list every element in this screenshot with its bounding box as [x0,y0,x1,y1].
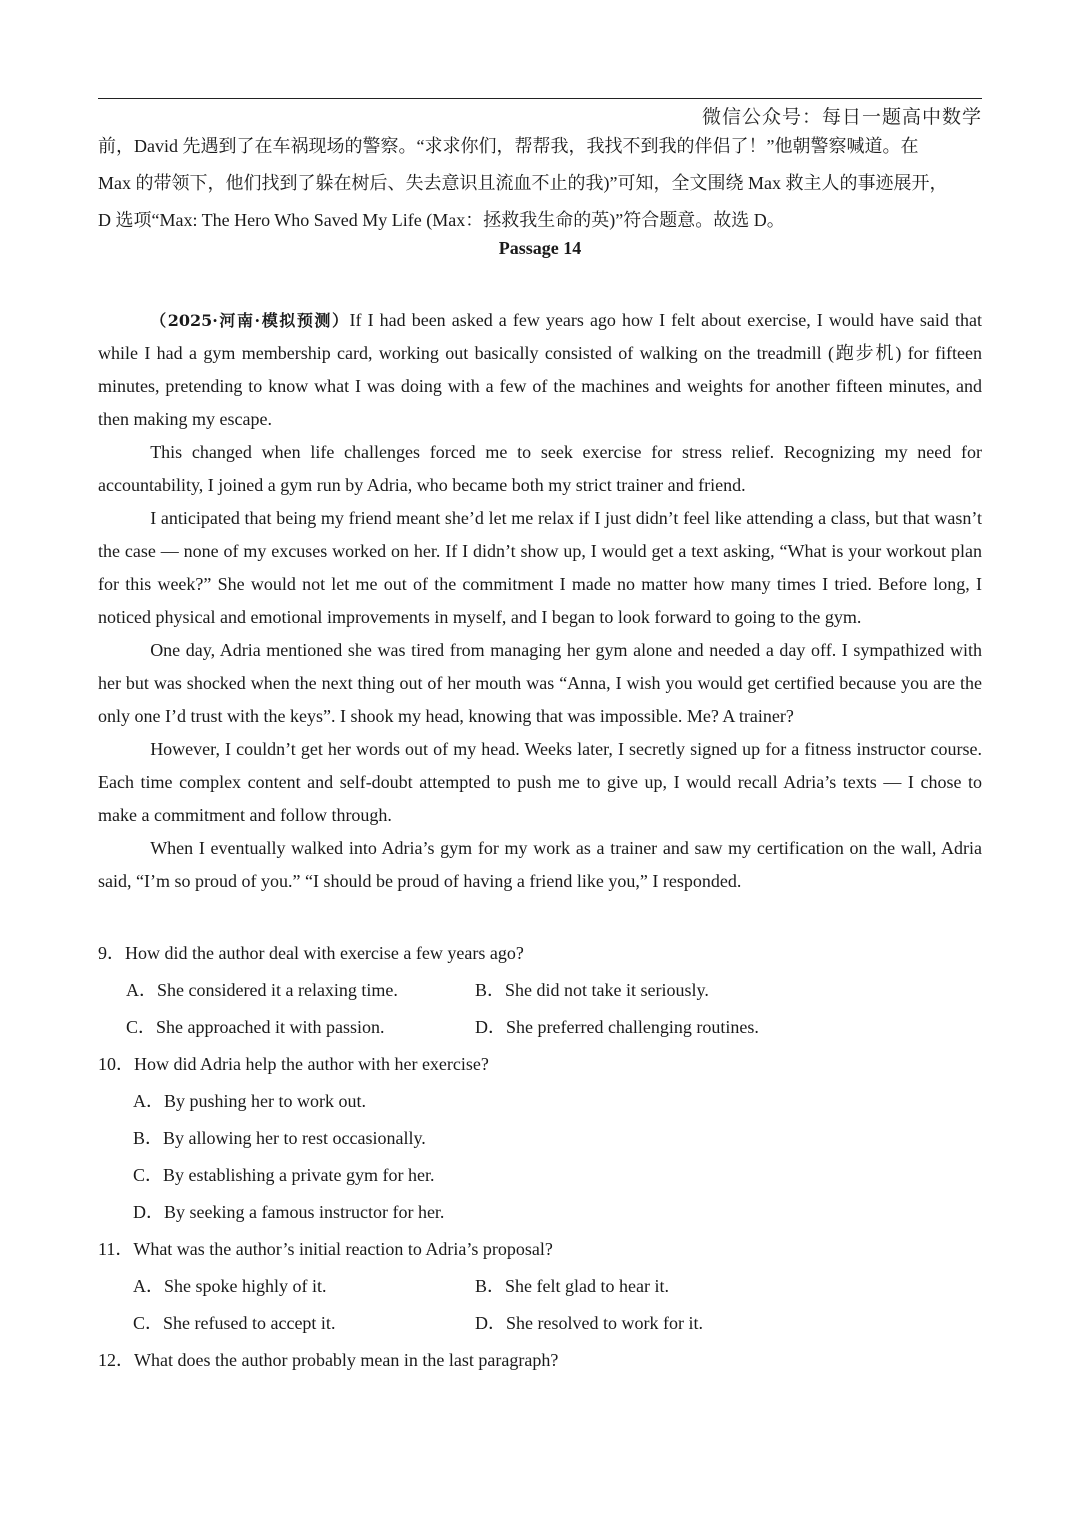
question-10-option-row [98,1123,982,1160]
question-10-option-row [98,1160,982,1197]
question-10-option-d: D．By seeking a famous instructor for her. [133,1202,445,1222]
questions-section [98,938,982,1382]
question-10-option-a: A．By pushing her to work out. [133,1091,366,1111]
question-10-stem: 10．How did Adria help the author with her exercise? [98,1054,489,1074]
question-10-option-row [98,1086,982,1123]
question-11-option-c: C．She refused to accept it. [133,1313,336,1333]
continuation-line: Max 的带领下，他们找到了躲在树后、失去意识且流血不止的我)”可知，全文围绕 Max 救主人的事迹展开， [98,173,948,193]
continuation-line: 前，David 先遇到了在车祸现场的警察。“求求你们，帮帮我，我找不到我的伴侣了！”他朝警察喊道。在 [98,136,919,156]
question-11-option-d: D．She resolved to work for it. [475,1313,703,1333]
paragraph-3: I anticipated that being my friend meant she’d let me relax if I just didn’t feel like attending a class, but that wasn’t the case — none of my excuses worked on her. If I didn’t show up, I would get a text asking, “What is your workout plan for this week?” She would not let me out of the commitment I made no matter how many times I tried. Before long, I noticed physical and emotional improvements in myself, and I began to look forward to going to the gym. [98,508,982,627]
question-10-option-b: B．By allowing her to rest occasionally. [133,1128,426,1148]
header-wechat-label: 微信公众号：每日一题高中数学 [701,106,982,128]
continuation-line: D 选项“Max: The Hero Who Saved My Life (Max：拯救我生命的英)”符合题意。故选 D。 [98,210,785,230]
source-tag: （2025·河南·模拟预测） [150,311,350,330]
passage-title: Passage 14 [498,238,582,258]
paragraph-2: This changed when life challenges forced me to seek exercise for stress relief. Recognizing my need for accountability, I joined a gym run by Adria, who became both my strict trainer and friend. [98,442,982,495]
question-9-options-row [98,975,982,1012]
question-9-option-a: A．She considered it a relaxing time. [126,980,398,1000]
question-10-option-row [98,1197,982,1234]
header-rule [98,98,982,99]
previous-answer-continuation [98,128,982,239]
paragraph-4: One day, Adria mentioned she was tired from managing her gym alone and needed a day off. I sympathized with her but was shocked when the next thing out of her mouth was “Anna, I wish you would get certified because you are the only one I’d trust with the keys”. I shook my head, knowing that was impossible. Me? A trainer? [98,640,982,726]
paragraph-5: However, I couldn’t get her words out of my head. Weeks later, I secretly signed up for a fitness instructor course. Each time complex content and self-doubt attempted to push me to give up, I would recall Adria’s texts — I chose to make a commitment and follow through. [98,739,982,825]
question-9-options-row [98,1012,982,1049]
question-11-options-row [98,1271,982,1308]
passage-body [98,304,982,898]
question-10-option-c: C．By establishing a private gym for her. [133,1165,435,1185]
question-9-option-c: C．She approached it with passion. [126,1017,385,1037]
question-11-options-row [98,1308,982,1345]
question-11-stem: 11．What was the author’s initial reaction to Adria’s proposal? [98,1239,553,1259]
question-11-option-a: A．She spoke highly of it. [133,1276,327,1296]
question-11-option-b: B．She felt glad to hear it. [475,1276,669,1296]
paragraph-6: When I eventually walked into Adria’s gym for my work as a trainer and saw my certification on the wall, Adria said, “I’m so proud of you.” “I should be proud of having a friend like you,” I responded. [98,838,982,891]
question-9-option-d: D．She preferred challenging routines. [475,1017,759,1037]
question-12-stem: 12．What does the author probably mean in the last paragraph? [98,1350,559,1370]
question-9-stem: 9．How did the author deal with exercise a few years ago? [98,943,524,963]
question-9-option-b: B．She did not take it seriously. [475,980,709,1000]
paragraph-1: （2025·河南·模拟预测）If I had been asked a few years ago how I felt about exercise, I would have said that while I had a gym membership card, working out basically consisted of walking on the treadmill (跑步机) for fifteen minutes, pretending to know what I was doing with a few of the machines and weights for another fifteen minutes, and then making my escape. [98,310,982,429]
